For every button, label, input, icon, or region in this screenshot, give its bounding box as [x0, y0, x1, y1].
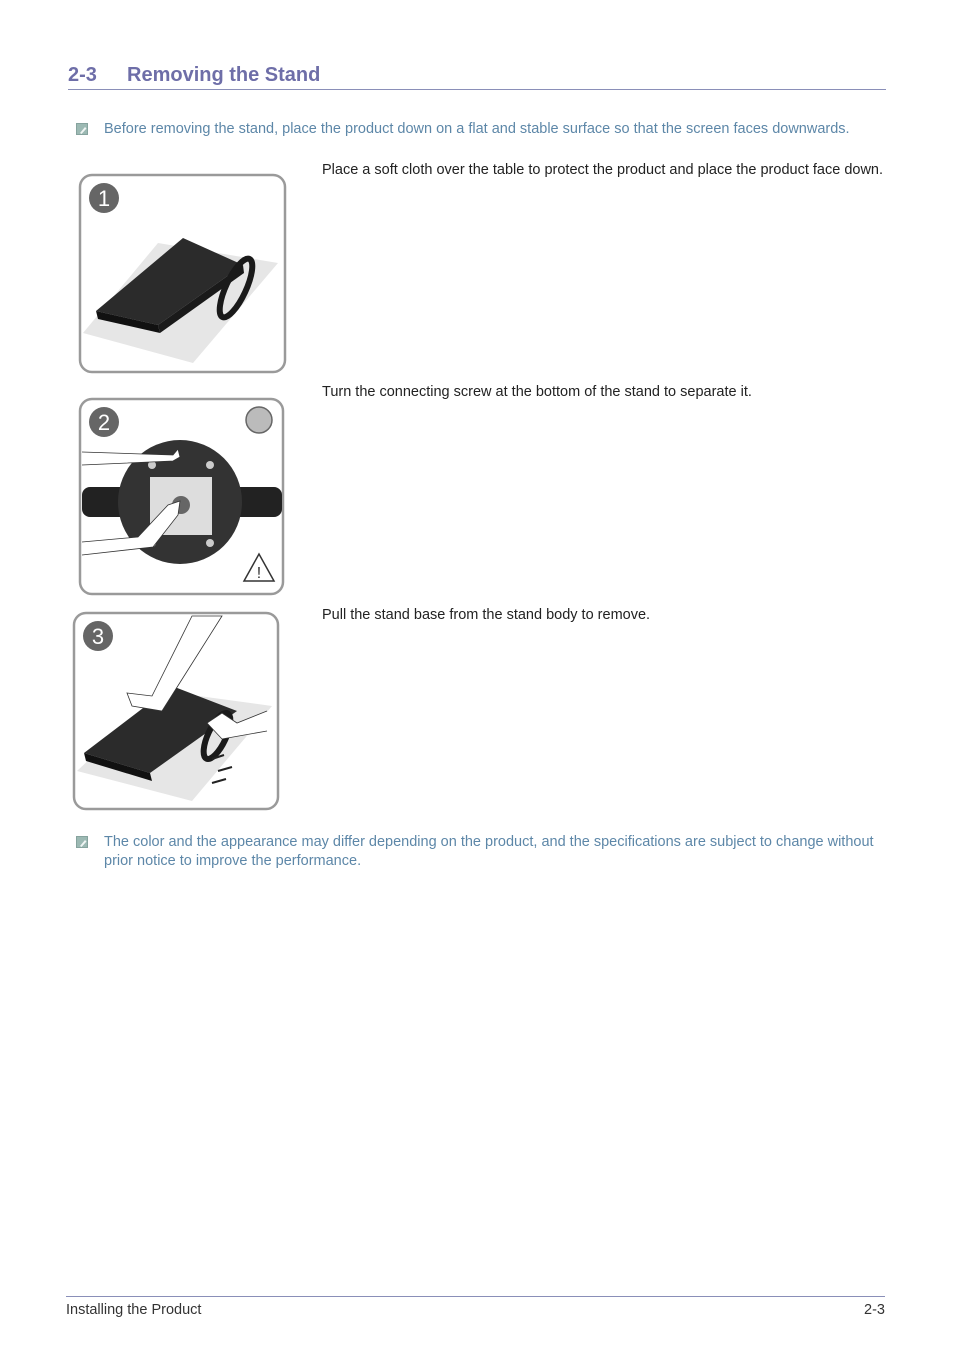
step-3-text: Pull the stand base from the stand body to remove.: [322, 607, 651, 623]
screw-detail-icon: [246, 407, 272, 433]
note-icon: [76, 123, 88, 135]
note-bottom-text: The color and the appearance may differ depending on the product, and the specifications are subject to change without prior notice to improve the performance.: [104, 834, 874, 869]
step-2-number: 2: [97, 410, 111, 435]
svg-text:!: !: [256, 565, 262, 582]
note-top-text: Before removing the stand, place the product down on a flat and stable surface so that the screen faces downwards.: [104, 121, 850, 137]
step-1-text: Place a soft cloth over the table to protect the product and place the product face down.: [322, 162, 884, 178]
section-header: [68, 62, 886, 90]
step-1-number: 1: [97, 186, 111, 211]
section-title: Removing the Stand: [127, 64, 321, 86]
footer-chapter: Installing the Product: [66, 1302, 202, 1318]
step-3-number: 3: [91, 624, 105, 649]
step-3-illustration: [72, 611, 282, 811]
section-number: 2-3: [68, 64, 97, 86]
page-footer: [66, 1296, 885, 1319]
footer-page-number: 2-3: [864, 1302, 885, 1318]
step-2-illustration: [78, 397, 288, 597]
step-1-illustration: [78, 173, 288, 375]
step-2-text: Turn the connecting screw at the bottom of the stand to separate it.: [322, 384, 752, 400]
note-icon: [76, 836, 88, 848]
